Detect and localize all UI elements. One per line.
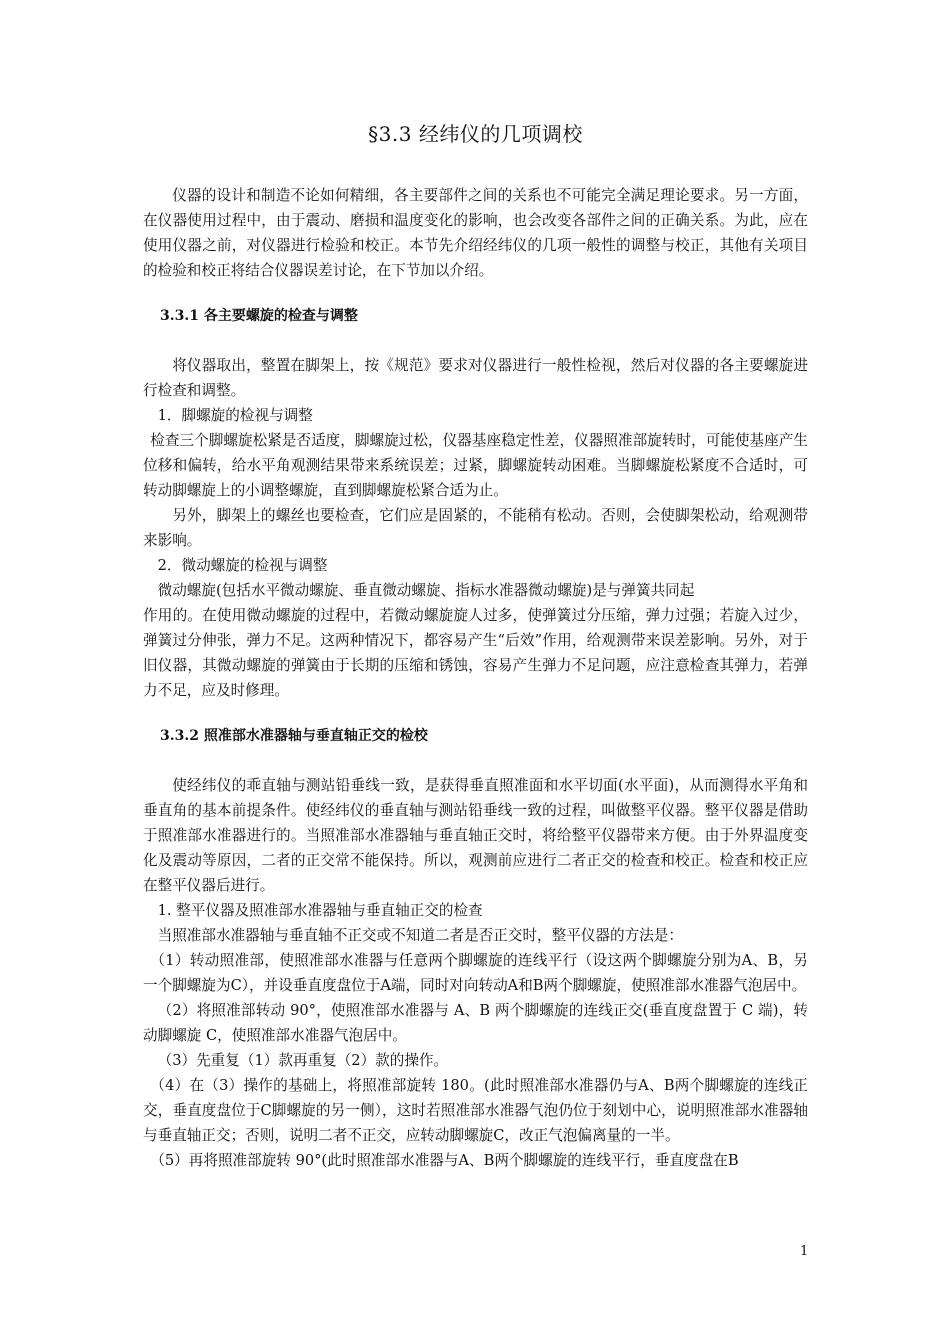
step-paragraph: （3）先重复（1）款再重复（2）款的操作。 <box>157 1052 449 1069</box>
paragraph: 当照准部水准器轴与垂直轴不正交或不知道二者是否正交时，整平仪器的方法是： <box>157 927 683 944</box>
section-heading-3-3-1: 3.3.1 各主要螺旋的检查与调整 <box>160 308 358 324</box>
item-title: 1. 整平仪器及照准部水准器轴与垂直轴正交的检查 <box>157 902 483 919</box>
paragraph: 作用的。在使用微动螺旋的过程中，若微动螺旋旋人过多，使弹簧过分压缩，弹力过强；若旋入过少，弹簧过分伸张，弹力不足。这两种情况下，都容易产生“后效”作用，给观测带来误差影响。另外，对于旧仪器，其微动螺旋的弹簧由于长期的压缩和锈蚀，容易产生弹力不足问题，应注意检查其弹力，若弹力不足，应及时修理。 <box>143 607 808 699</box>
page-number: 1 <box>800 1244 809 1259</box>
item-title: 2．微动螺旋的检视与调整 <box>157 557 328 574</box>
document-page <box>143 118 808 1173</box>
step-paragraph: （4）在（3）操作的基础上，将照准部旋转 180。(此时照准部水准器仍与A、B两个脚螺旋的连线正交，垂直度盘位于C脚螺旋的另一侧），这时若照准部水准器气泡仍位于刻划中心，说明照准部水准器轴与垂直轴正交；否则，说明二者不正交，应转动脚螺旋C，改正气泡偏离量的一半。 <box>143 1077 808 1144</box>
section-heading-3-3-2: 3.3.2 照准部水准器轴与垂直轴正交的检校 <box>160 728 428 744</box>
paragraph: 另外，脚架上的螺丝也要检查，它们应是固紧的，不能稍有松动。否则，会使脚架松动，给观测带来影响。 <box>143 507 808 549</box>
intro-paragraph: 仪器的设计和制造不论如何精细，各主要部件之间的关系也不可能完全满足理论要求。另一方面，在仪器使用过程中，由于震动、磨损和温度变化的影响，也会改变各部件之间的正确关系。为此，应在使用仪器之前，对仪器进行检验和校正。本节先介绍经纬仪的几项一般性的调整与校正，其他有关项目的检验和校正将结合仪器误差讨论，在下节加以介绍。 <box>143 187 808 279</box>
step-paragraph: （1）转动照准部，使照准部水准器与任意两个脚螺旋的连线平行（设这两个脚螺旋分别为A、B，另一个脚螺旋为C），并设垂直度盘位于A端，同时对向转动A和B两个脚螺旋，使照准部水准器气泡居中。 <box>143 952 808 994</box>
page-title: §3.3 经纬仪的几项调校 <box>368 122 583 146</box>
paragraph: 将仪器取出，整置在脚架上，按《规范》要求对仪器进行一般性检视，然后对仪器的各主要螺旋进行检查和调整。 <box>143 357 808 399</box>
step-paragraph: （5）再将照准部旋转 90°(此时照准部水准器与A、B两个脚螺旋的连线平行，垂直度盘在B <box>150 1152 739 1169</box>
item-title: 1．脚螺旋的检视与调整 <box>157 407 313 424</box>
step-paragraph: （2）将照准部转动 90°，使照准部水准器与 A、B 两个脚螺旋的连线正交(垂直度盘置于 C 端)，转动脚螺旋 C，使照准部水准器气泡居中。 <box>143 1002 808 1044</box>
paragraph: 检查三个脚螺旋松紧是否适度，脚螺旋过松，仪器基座稳定性差，仪器照准部旋转时，可能使基座产生位移和偏转，给水平角观测结果带来系统误差；过紧，脚螺旋转动困难。当脚螺旋松紧度不合适时，可转动脚螺旋上的小调整螺旋，直到脚螺旋松紧合适为止。 <box>143 432 808 499</box>
paragraph: 使经纬仪的乖直轴与测站铅垂线一致，是获得垂直照准面和水平切面(水平面)，从而测得水平角和垂直角的基本前提条件。使经纬仪的垂直轴与测站铅垂线一致的过程，叫做整平仪器。整平仪器是借助于照准部水准器进行的。当照准部水准器轴与垂直轴正交时，将给整平仪器带来方便。由于外界温度变化及震动等原因，二者的正交常不能保持。所以，观测前应进行二者正交的检查和校正。检查和校正应在整平仪器后进行。 <box>143 777 808 894</box>
paragraph: 微动螺旋(包括水平微动螺旋、垂直微动螺旋、指标水准器微动螺旋)是与弹簧共同起 <box>157 582 695 599</box>
